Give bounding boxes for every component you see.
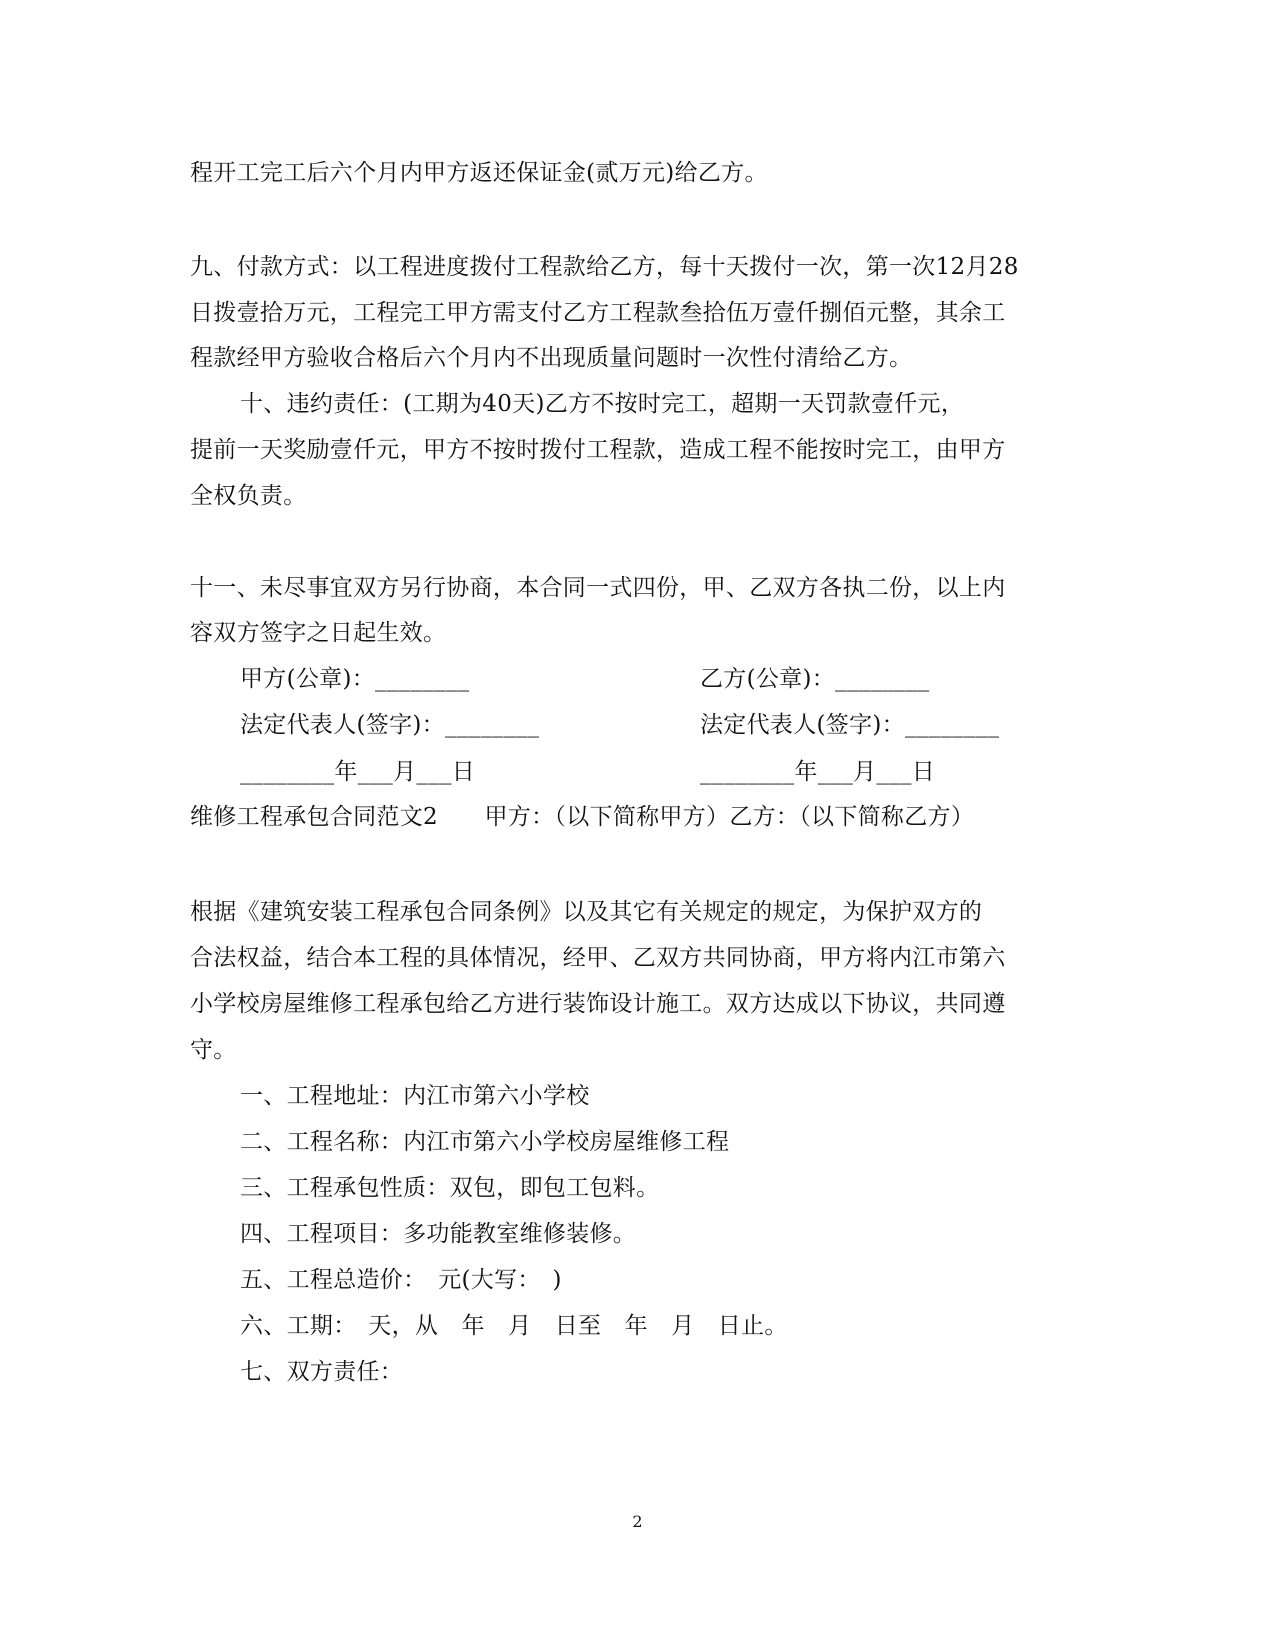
party-a-date: ________年___月___日 bbox=[240, 759, 476, 785]
clause-item: 七、双方责任： bbox=[240, 1359, 404, 1385]
paragraph-line: 根据《建筑安装工程承包合同条例》以及其它有关规定的规定，为保护双方的 bbox=[190, 899, 983, 925]
contract2-heading: 维修工程承包合同范文2 甲方：（以下简称甲方）乙方：（以下简称乙方） bbox=[190, 804, 975, 830]
party-a-seal: 甲方(公章)：________ bbox=[240, 666, 470, 692]
paragraph-line: 日拨壹拾万元，工程完工甲方需支付乙方工程款叁拾伍万壹仟捌佰元整，其余工 bbox=[190, 300, 1006, 326]
clause-item: 四、工程项目：多功能教室维修装修。 bbox=[240, 1221, 637, 1247]
party-a-representative: 法定代表人(签字)：________ bbox=[240, 712, 540, 738]
party-b-representative: 法定代表人(签字)：________ bbox=[700, 712, 1000, 738]
clause-item: 五、工程总造价： 元(大写： ) bbox=[240, 1267, 562, 1293]
paragraph-line: 提前一天奖励壹仟元，甲方不按时拨付工程款，造成工程不能按时完工，由甲方 bbox=[190, 437, 1006, 463]
page-number: 2 bbox=[632, 1512, 643, 1531]
party-b-seal: 乙方(公章)：________ bbox=[700, 666, 930, 692]
paragraph-line: 守。 bbox=[190, 1037, 237, 1063]
clause-item: 一、工程地址：内江市第六小学校 bbox=[240, 1083, 590, 1109]
paragraph-line: 程款经甲方验收合格后六个月内不出现质量问题时一次性付清给乙方。 bbox=[190, 345, 913, 371]
paragraph-line: 十一、未尽事宜双方另行协商，本合同一式四份，甲、乙双方各执二份，以上内 bbox=[190, 575, 1006, 601]
clause-item: 三、工程承包性质：双包，即包工包料。 bbox=[240, 1175, 660, 1201]
paragraph-line: 十、违约责任：(工期为40天)乙方不按时完工，超期一天罚款壹仟元， bbox=[240, 391, 965, 417]
paragraph-line: 容双方签字之日起生效。 bbox=[190, 620, 447, 646]
paragraph-line: 小学校房屋维修工程承包给乙方进行装饰设计施工。双方达成以下协议，共同遵 bbox=[190, 991, 1006, 1017]
paragraph-line: 全权负责。 bbox=[190, 483, 307, 509]
paragraph-line: 合法权益，结合本工程的具体情况，经甲、乙双方共同协商，甲方将内江市第六 bbox=[190, 945, 1006, 971]
party-b-date: ________年___月___日 bbox=[700, 759, 936, 785]
paragraph-line: 九、付款方式：以工程进度拨付工程款给乙方，每十天拨付一次，第一次12月28 bbox=[190, 254, 1019, 280]
paragraph-line: 程开工完工后六个月内甲方返还保证金(贰万元)给乙方。 bbox=[190, 160, 768, 186]
clause-item: 六、工期： 天，从 年 月 日至 年 月 日止。 bbox=[240, 1313, 788, 1339]
clause-item: 二、工程名称：内江市第六小学校房屋维修工程 bbox=[240, 1129, 730, 1155]
